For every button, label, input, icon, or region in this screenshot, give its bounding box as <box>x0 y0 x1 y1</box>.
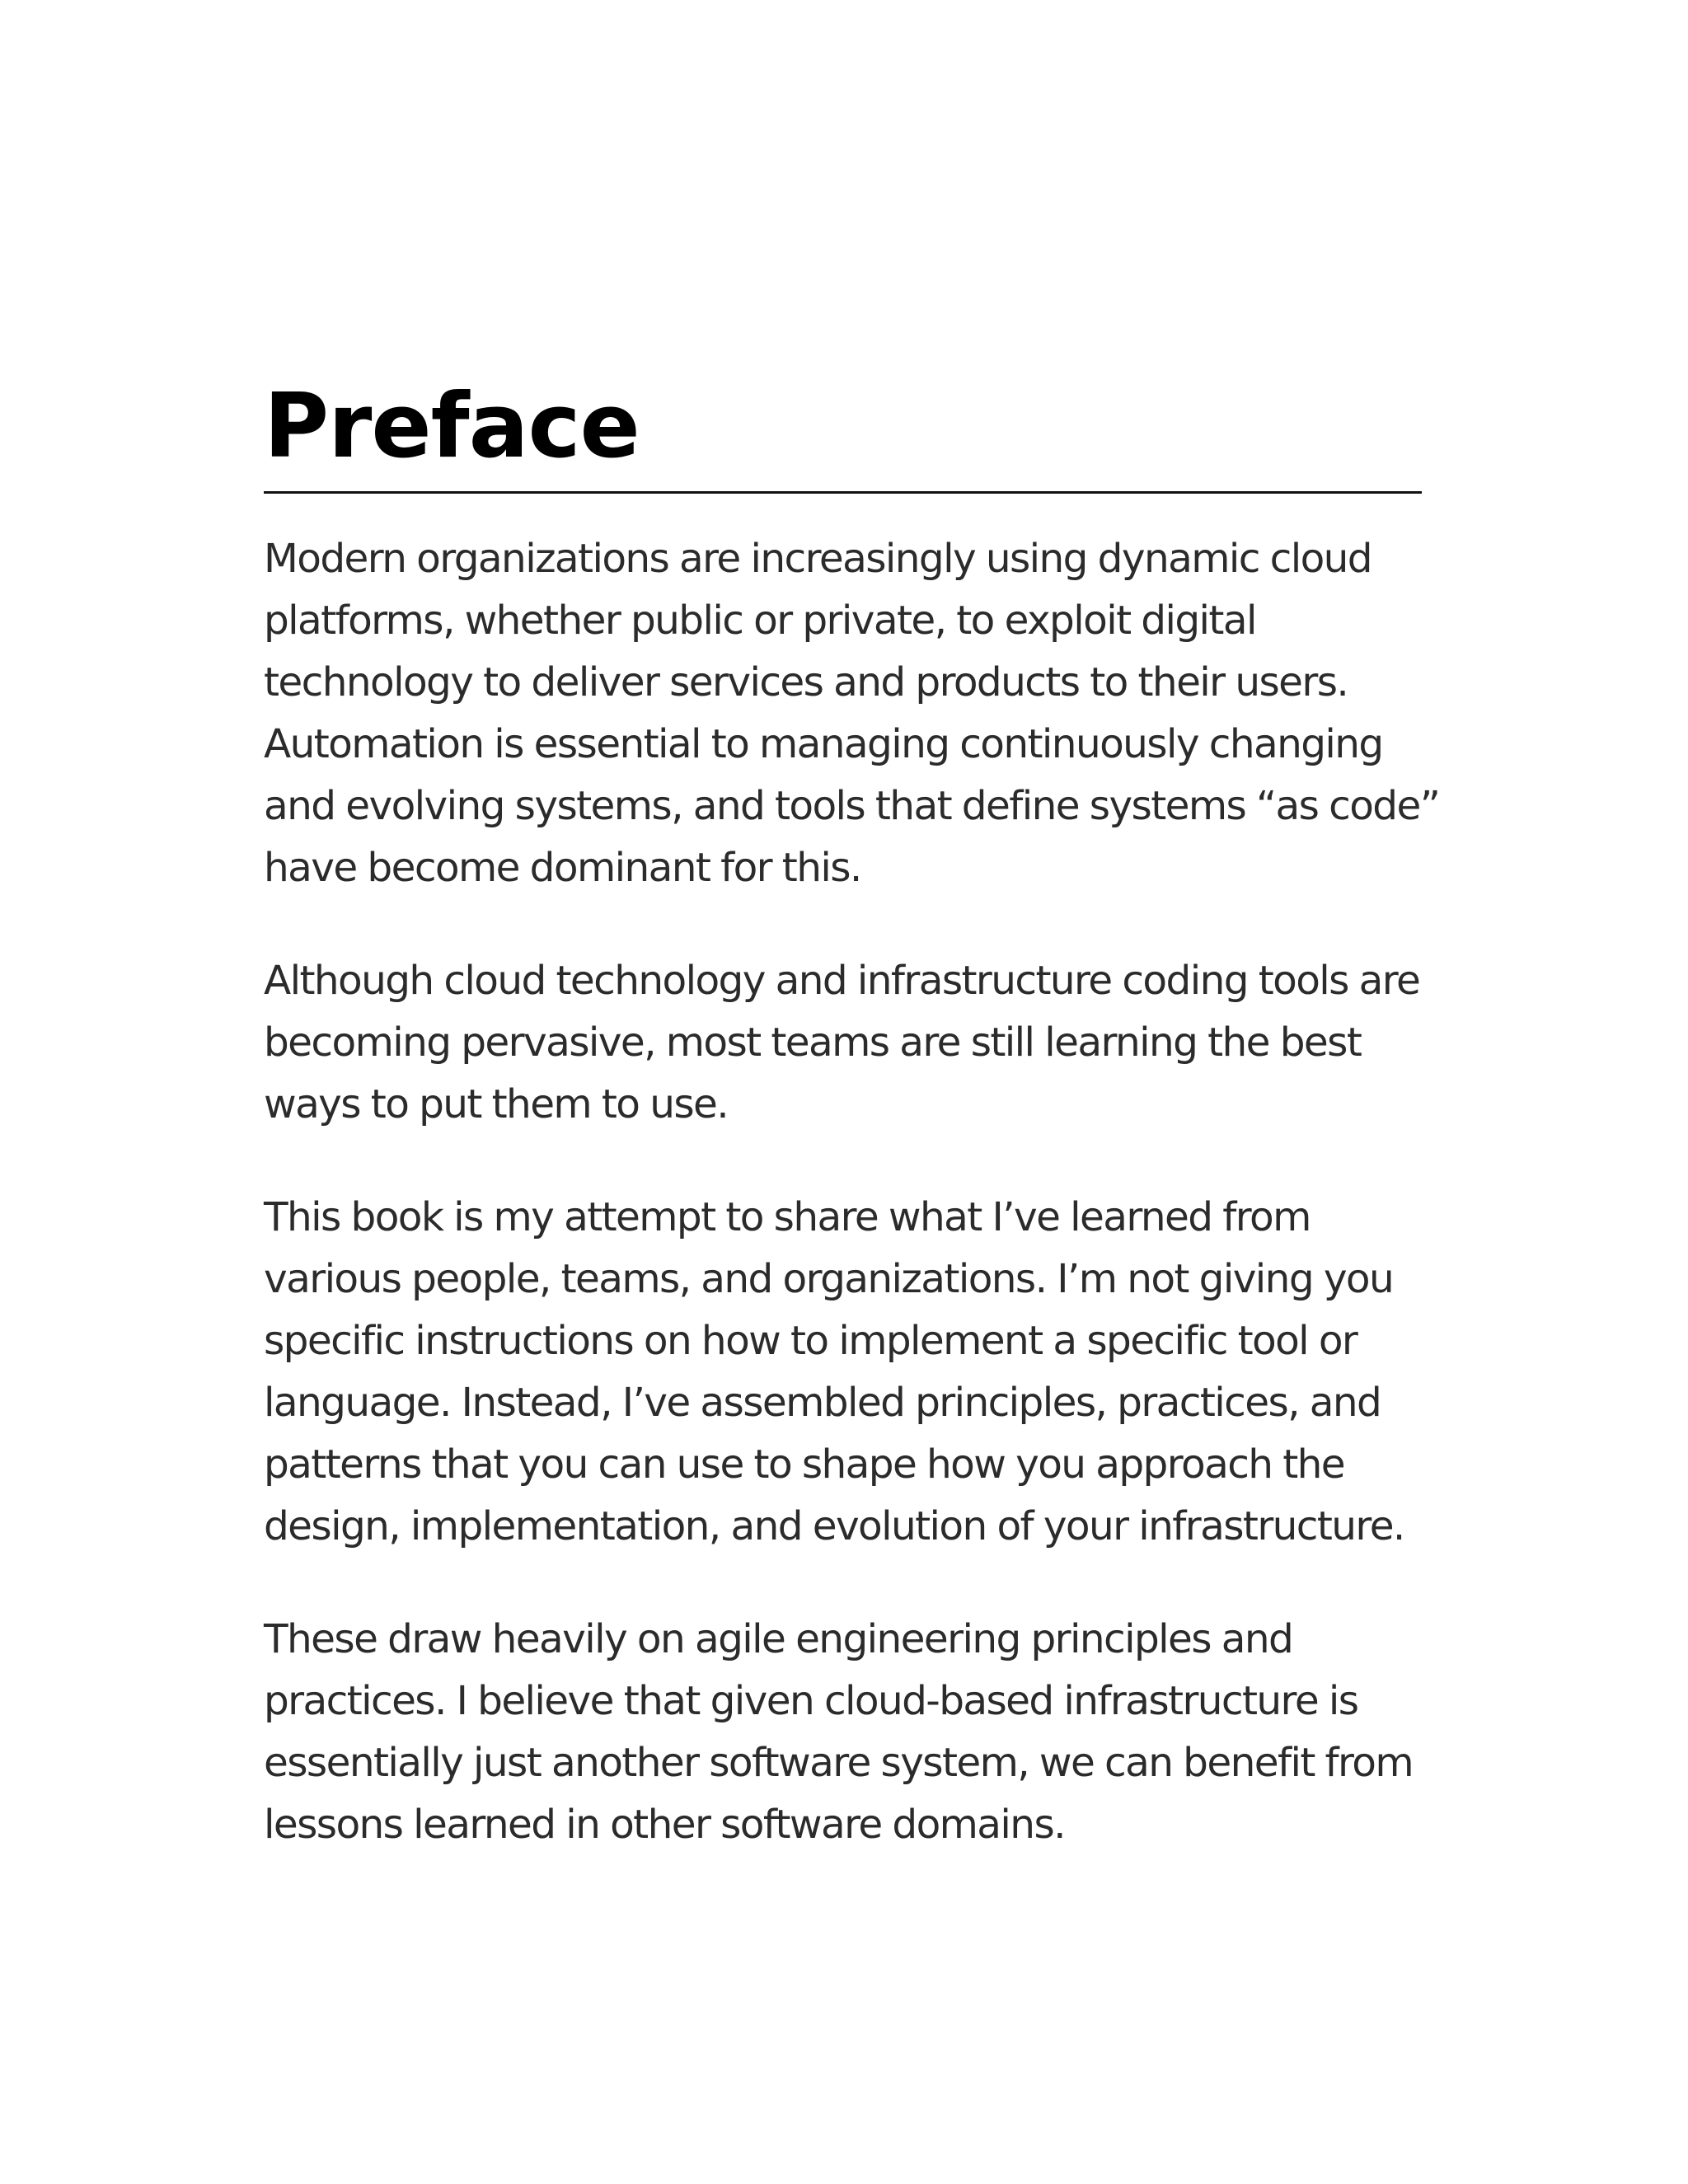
text-line: technology to deliver services and products to their users. <box>264 659 1348 705</box>
title-divider <box>264 491 1422 494</box>
text-line: specific instructions on how to implement a specific tool or <box>264 1318 1357 1364</box>
paragraph-1 <box>264 528 1440 899</box>
text-line: lessons learned in other software domains. <box>264 1802 1065 1848</box>
page-title: Preface <box>264 375 640 478</box>
text-line: design, implementation, and evolution of your infrastructure. <box>264 1503 1404 1549</box>
text-line: and evolving systems, and tools that define systems “as code” <box>264 783 1440 829</box>
paragraph-2 <box>264 950 1426 1136</box>
text-line: essentially just another software system, we can benefit from <box>264 1740 1414 1786</box>
text-line: This book is my attempt to share what I’ve learned from <box>264 1194 1311 1240</box>
paragraph-4 <box>264 1609 1426 1856</box>
text-line: patterns that you can use to shape how you approach the <box>264 1441 1345 1488</box>
text-line: Modern organizations are increasingly using dynamic cloud <box>264 536 1372 582</box>
text-line: becoming pervasive, most teams are still learning the best <box>264 1019 1362 1066</box>
text-line: platforms, whether public or private, to exploit digital <box>264 598 1256 644</box>
text-line: Although cloud technology and infrastructure coding tools are <box>264 958 1420 1004</box>
text-line: language. Instead, I’ve assembled principles, practices, and <box>264 1380 1381 1426</box>
text-line: practices. I believe that given cloud-based infrastructure is <box>264 1678 1358 1724</box>
text-line: Automation is essential to managing continuously changing <box>264 721 1383 767</box>
text-line: ways to put them to use. <box>264 1081 729 1127</box>
text-line: have become dominant for this. <box>264 845 861 891</box>
text-line: various people, teams, and organizations. I’m not giving you <box>264 1256 1394 1302</box>
paragraph-3 <box>264 1187 1426 1558</box>
body-text <box>264 528 1440 1856</box>
page-content <box>264 375 1440 1907</box>
text-line: These draw heavily on agile engineering principles and <box>264 1616 1293 1662</box>
